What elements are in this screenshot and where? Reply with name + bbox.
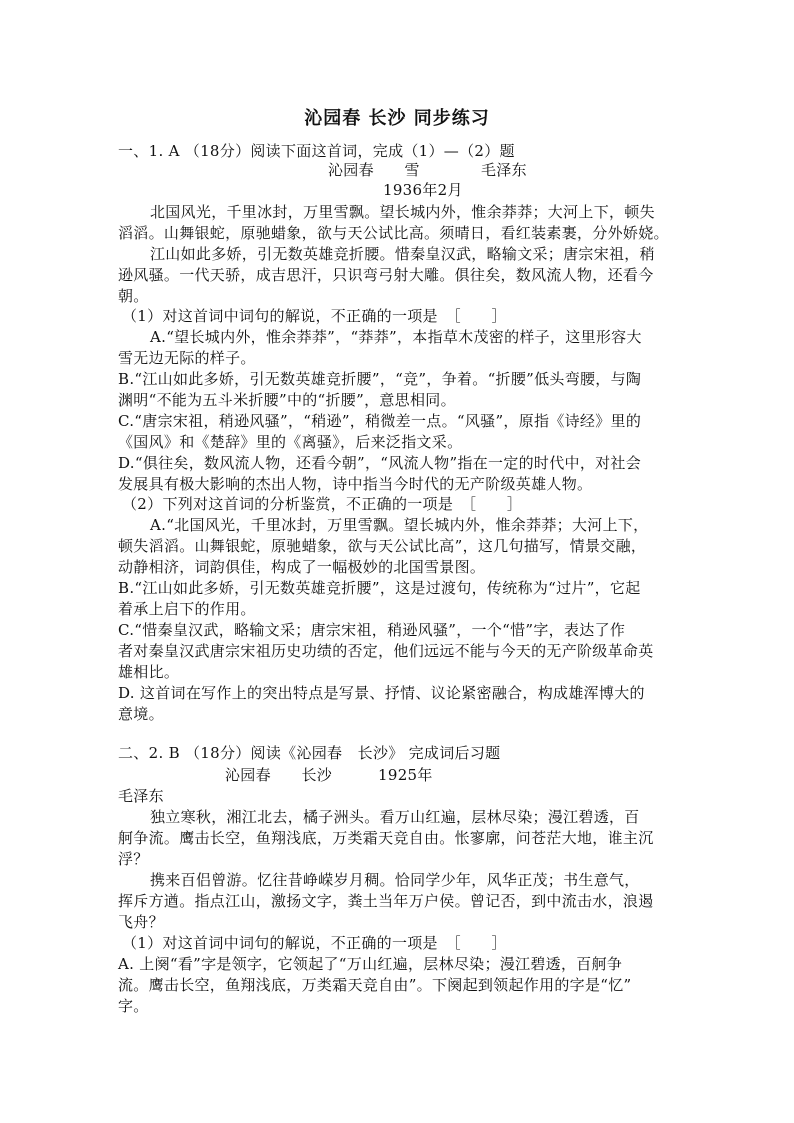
option-a-cont: 雪无边无际的样子。 xyxy=(118,349,256,367)
option-a-cont: 流。鹰击长空，鱼翔浅底，万类霜天竞自由”。下阕起到领起作用的字是“忆” xyxy=(118,976,632,994)
option-b-cont: 渊明“不能为五斗米折腰”中的“折腰”，意思相同。 xyxy=(118,391,456,409)
option-b: B.“江山如此多娇，引无数英雄竞折腰”，这是过渡句，传统称为“过片”，它起 xyxy=(118,579,641,597)
poem-one-line: 滔滔。山舞银蛇，原驰蜡象，欲与天公试比高。须晴日，看红装素裹，分外娇娆。 xyxy=(118,224,669,242)
option-d-cont: 发展具有极大影响的杰出人物，诗中指当今时代的无产阶级英雄人物。 xyxy=(118,475,593,493)
poem-one-title: 沁园春 雪 毛泽东 xyxy=(328,161,527,179)
option-a: A. 上阕“看”字是领字，它领起了“万山红遍，层林尽染；漫江碧透，百舸争 xyxy=(118,955,623,973)
poem-two-title: 沁园春 长沙 1925年 xyxy=(225,766,433,784)
question-1-stem: （1）对这首词中词句的解说，不正确的一项是 ［ ］ xyxy=(122,307,507,325)
option-b-cont: 着承上启下的作用。 xyxy=(118,600,256,618)
poem-one-line: 朝。 xyxy=(118,287,149,305)
poem-one-date: 1936年2月 xyxy=(383,181,463,199)
option-d-cont: 意境。 xyxy=(118,705,164,723)
option-c: C.“唐宗宋祖，稍逊风骚”，“稍逊”，稍微差一点。“风骚”，原指《诗经》里的 xyxy=(118,412,642,430)
poem-two-line: 独立寒秋，湘江北去，橘子洲头。看万山红遍，层林尽染；漫江碧透，百 xyxy=(150,808,640,826)
section-one-heading: 一、1. A （18分）阅读下面这首词，完成（1）—（2）题 xyxy=(118,142,515,160)
poem-one-line: 江山如此多娇，引无数英雄竞折腰。惜秦皇汉武，略输文采；唐宗宋祖，稍 xyxy=(150,245,655,263)
poem-two-line: 携来百侣曾游。忆往昔峥嵘岁月稠。恰同学少年，风华正茂；书生意气， xyxy=(150,871,640,889)
option-a-cont: 字。 xyxy=(118,997,149,1015)
option-a-cont: 顿失滔滔。山舞银蛇，原驰蜡象，欲与天公试比高”，这几句描写，情景交融， xyxy=(118,537,647,555)
option-a: A.“望长城内外，惟余莽莽”，“莽莽”，本指草木茂密的样子，这里形容大 xyxy=(150,328,642,346)
option-a-cont: 动静相济，词韵俱佳，构成了一幅极妙的北国雪景图。 xyxy=(118,558,486,576)
option-b: B.“江山如此多娇，引无数英雄竞折腰”，“竞”，争着。“折腰”低头弯腰，与陶 xyxy=(118,370,642,388)
question-2-stem: （2）下列对这首词的分析鉴赏，不正确的一项是 ［ ］ xyxy=(122,495,523,513)
poem-two-author: 毛泽东 xyxy=(118,787,164,805)
poem-two-line: 飞舟？ xyxy=(118,913,164,931)
option-c-cont: 《国风》和《楚辞》里的《离骚》，后来泛指文采。 xyxy=(118,433,463,451)
option-c-cont: 雄相比。 xyxy=(118,663,180,681)
option-a: A.“北国风光，千里冰封，万里雪飘。望长城内外，惟余莽莽；大河上下， xyxy=(150,516,649,534)
poem-two-line: 舸争流。鹰击长空，鱼翔浅底，万类霜天竞自由。怅寥廓，问苍茫大地，谁主沉 xyxy=(118,829,654,847)
option-c: C.“惜秦皇汉武，略输文采；唐宗宋祖，稍逊风骚”，一个“惜”字，表达了作 xyxy=(118,621,626,639)
option-d: D. 这首词在写作上的突出特点是写景、抒情、议论紧密融合，构成雄浑博大的 xyxy=(118,684,645,702)
question-1-stem: （1）对这首词中词句的解说，不正确的一项是 ［ ］ xyxy=(122,934,507,952)
poem-two-line: 浮？ xyxy=(118,850,149,868)
poem-one-line: 逊风骚。一代天骄，成吉思汗，只识弯弓射大雕。俱往矣，数风流人物，还看今 xyxy=(118,266,654,284)
section-two-heading: 二、2. B （18分）阅读《沁园春 长沙》 完成词后习题 xyxy=(118,744,501,762)
poem-two-line: 挥斥方遒。指点江山，激扬文字，粪土当年万户侯。曾记否，到中流击水，浪遏 xyxy=(118,892,654,910)
option-d: D.“俱往矣，数风流人物，还看今朝”，“风流人物”指在一定的时代中，对社会 xyxy=(118,454,642,472)
page-title: 沁园春 长沙 同步练习 xyxy=(304,108,490,129)
poem-one-line: 北国风光，千里冰封，万里雪飘。望长城内外，惟余莽莽；大河上下，顿失 xyxy=(150,203,655,221)
option-c-cont: 者对秦皇汉武唐宗宋祖历史功绩的否定，他们远远不能与今天的无产阶级革命英 xyxy=(118,642,654,660)
